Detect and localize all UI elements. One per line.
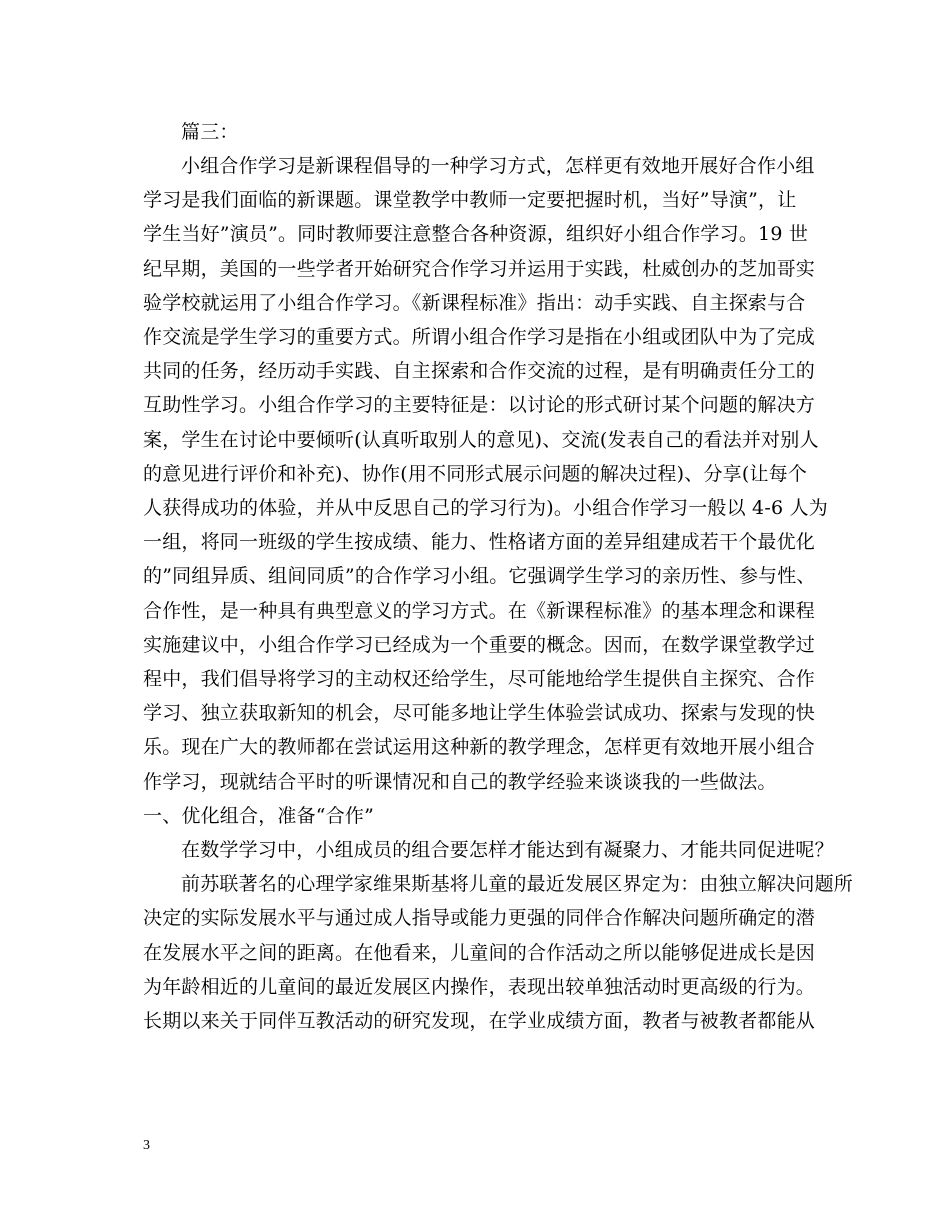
paragraph-line: 在发展水平之间的距离。在他看来，儿童间的合作活动之所以能够促进成长是因	[143, 942, 816, 964]
paragraph-line: 程中，我们倡导将学习的主动权还给学生，尽可能地给学生提供自主探究、合作	[143, 668, 816, 690]
paragraph-line: 案，学生在讨论中要倾听(认真听取别人的意见)、交流(发表自己的看法并对别人	[143, 429, 819, 451]
paragraph-line: 小组合作学习是新课程倡导的一种学习方式，怎样更有效地开展好合作小组	[181, 155, 815, 177]
paragraph-line: 学习、独立获取新知的机会，尽可能多地让学生体验尝试成功、探索与发现的快	[143, 702, 816, 724]
paragraph-line: 人获得成功的体验，并从中反思自己的学习行为)。小组合作学习一般以 4-6 人为	[143, 497, 828, 519]
section-heading: 篇三：	[181, 121, 239, 143]
paragraph-line: 一、优化组合，准备“合作”	[143, 805, 375, 827]
paragraph-line: 学习是我们面临的新课题。课堂教学中教师一定要把握时机，当好”导演”，让	[143, 189, 797, 211]
paragraph-line: 合作性，是一种具有典型意义的学习方式。在《新课程标准》的基本理念和课程	[143, 600, 816, 622]
paragraph-line: 为年龄相近的儿童间的最近发展区内操作，表现出较单独活动时更高级的行为。	[143, 976, 816, 998]
paragraph-line: 作学习，现就结合平时的听课情况和自己的教学经验来谈谈我的一些做法。	[143, 771, 777, 793]
paragraph-line: 共同的任务，经历动手实践、自主探索和合作交流的过程，是有明确责任分工的	[143, 360, 816, 382]
paragraph-line: 决定的实际发展水平与通过成人指导或能力更强的同伴合作解决问题所确定的潜	[143, 907, 816, 929]
paragraph-line: 验学校就运用了小组合作学习。《新课程标准》指出：动手实践、自主探索与合	[143, 292, 806, 314]
paragraph-line: 长期以来关于同伴互教活动的研究发现，在学业成绩方面，教者与被教者都能从	[143, 1010, 816, 1032]
paragraph-line: 的意见进行评价和补充)、协作(用不同形式展示问题的解决过程)、分享(让每个	[143, 463, 808, 485]
paragraph-line: 一组，将同一班级的学生按成绩、能力、性格诸方面的差异组建成若干个最优化	[143, 531, 816, 553]
paragraph-line: 的”同组异质、组间同质”的合作学习小组。它强调学生学习的亲历性、参与性、	[143, 565, 816, 587]
paragraph-line: 实施建议中，小组合作学习已经成为一个重要的概念。因而，在数学课堂教学过	[143, 634, 816, 656]
paragraph-line: 互助性学习。小组合作学习的主要特征是：以讨论的形式研讨某个问题的解决方	[143, 394, 816, 416]
subsection-heading: 在数学学习中，小组成员的组合要怎样才能达到有凝聚力、才能共同促进呢？	[181, 839, 834, 861]
page-number: 3	[143, 1138, 150, 1153]
paragraph-line: 前苏联著名的心理学家维果斯基将儿童的最近发展区界定为：由独立解决问题所	[181, 873, 854, 895]
paragraph-line: 作交流是学生学习的重要方式。所谓小组合作学习是指在小组或团队中为了完成	[143, 326, 816, 348]
paragraph-line: 纪早期，美国的一些学者开始研究合作学习并运用于实践，杜威创办的芝加哥实	[143, 258, 816, 280]
paragraph-line: 学生当好”演员”。同时教师要注意整合各种资源，组织好小组合作学习。19 世	[143, 223, 809, 245]
paragraph-line: 乐。现在广大的教师都在尝试运用这种新的教学理念，怎样更有效地开展小组合	[143, 736, 816, 758]
